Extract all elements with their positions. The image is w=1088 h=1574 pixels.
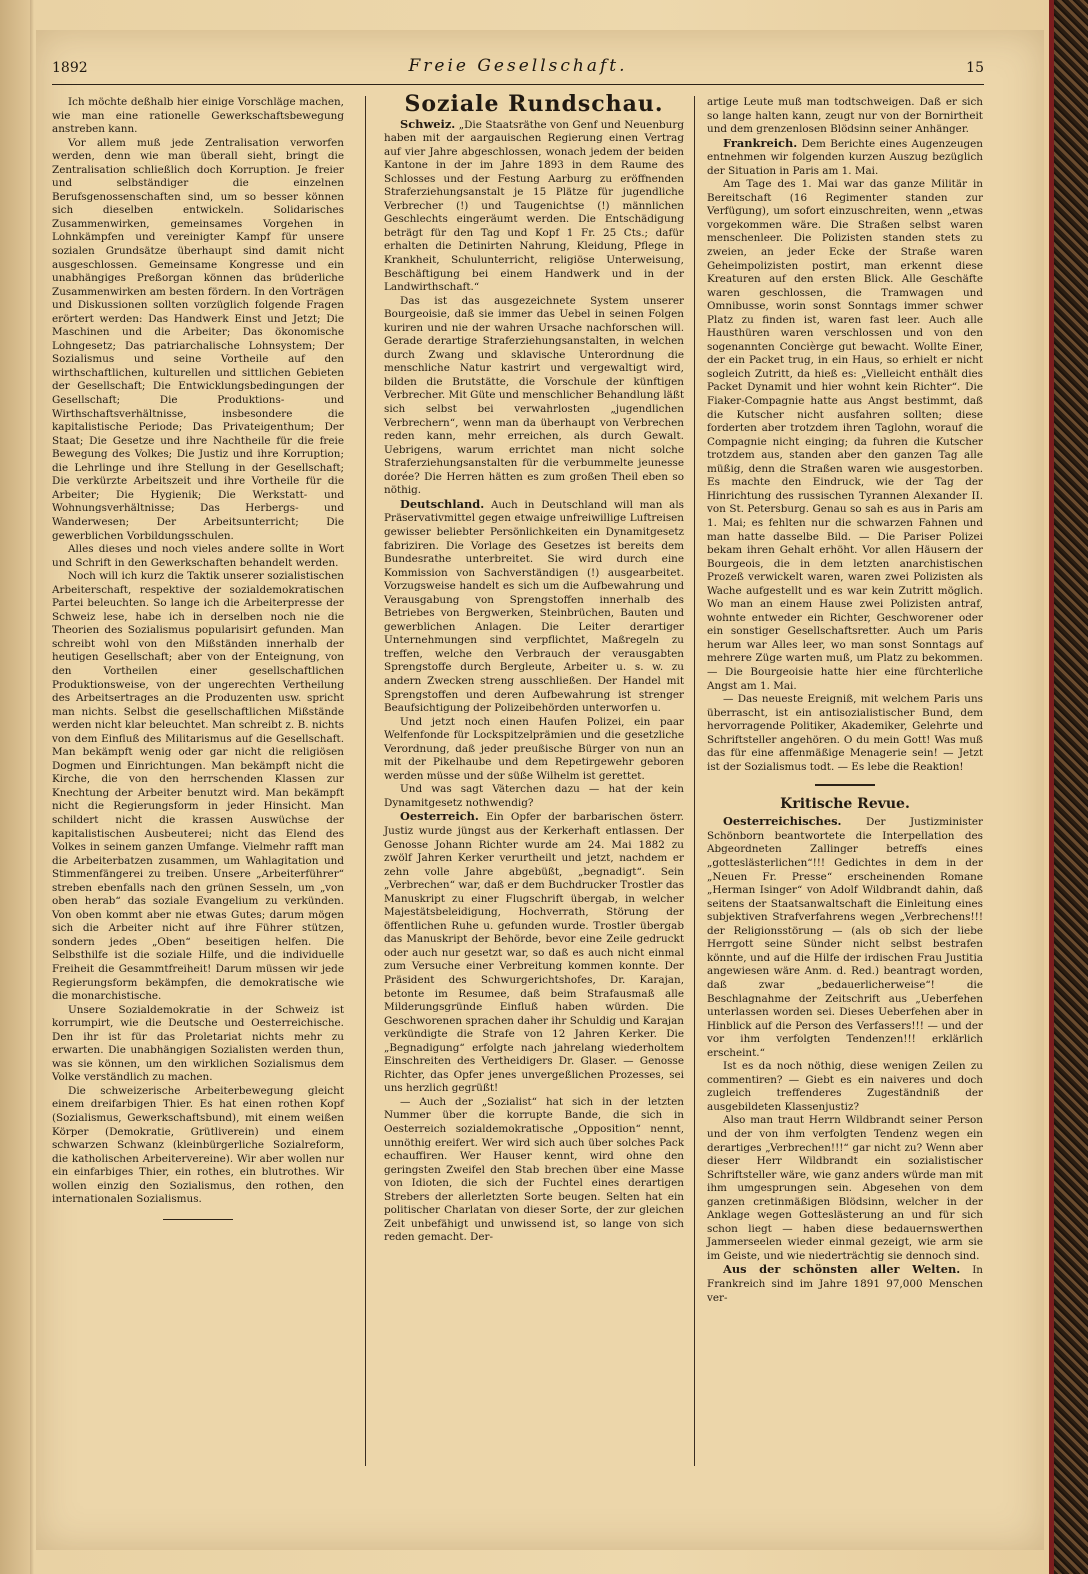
heading-oesterreich: Oesterreich. xyxy=(400,809,479,824)
article-schoensten-welten xyxy=(707,1263,983,1305)
paragraph: Am Tage des 1. Mai war das ganze Militär in Bereitschaft (16 Regimenter standen zur Verfügung), um sofort einzuschreiten, wenn „etwas vorgekommen wäre. Die Straßen selbst waren menschenleer. Die Polizisten standen stets zu zweien, an jeder Ecke der Straße waren Geheimpolizisten postirt, man erkennt diese Kreaturen auf den ersten Blick. Alle Geschäfte waren geschlossen, die Tramwagen und Omnibusse, worin sonst Sonntags immer schwer Platz zu finden ist, waren fast leer. Auch alle Hausthüren waren verschlossen und von den sogenannten Concièrge gut bewacht. Wollte Einer, der ein Packet trug, in ein Haus, so erhielt er nicht sogleich Zutritt, da hieß es: „Vielleicht enthält dies Packet Dynamit und hier wohnt kein Richter“. Die Fiaker-Compagnie hatte aus Angst bestimmt, daß die Kutscher nicht ausfahren sollten; diese forderten aber trotzdem ihren Taglohn, worauf die Compagnie nicht einging; da fuhren die Kutscher trotzdem aus, standen aber den ganzen Tag alle müßig, denn die Straßen waren wie ausgestorben. Es machte den Eindruck, wie der Tag der Hinrichtung des russischen Tyrannen Alexander II. von St. Petersburg. Genau so sah es aus in Paris am 1. Mai; es fehlten nur die schwarzen Fahnen und man hatte dasselbe Bild. — Die Pariser Polizei bekam ihren Gehalt erhöht. Vor allen Häusern der Bourgeois, die in dem letzten anarchistischen Prozeß verwickelt waren, waren zwei Polizisten als Wache aufgestellt und es war kein Zutritt möglich. Wo man an einem Hause zwei Polizisten antraf, wohnte entweder ein Richter, Geschworener oder ein sonstiger Gesellschaftsretter. Auch um Paris herum war Alles leer, wo man sonst Sonntags auf mehrere Züge warten muß, um Platz zu bekommen. — Die Bourgeoisie hatte hier eine fürchterliche Angst am 1. Mai. xyxy=(707,178,983,692)
book-cover-marbling xyxy=(1054,0,1088,1574)
section-title-kritische-revue: Kritische Revue. xyxy=(780,795,910,812)
paragraph: Vor allem muß jede Zentralisation verworfen werden, denn wie man überall sieht, bringt die Zentralisation schließlich doch Korruption. Je freier und selbständiger die einzelnen Berufsgenossenschaften sind, um so besser können sich dieselben entwickeln. Solidarisches Zusammenwirken, gemeinsames Vorgehen in Lohnkämpfen und vereinigter Kampf für unsere sozialen Grundsätze überhaupt sind damit nicht ausgeschlossen. Gemeinsame Kongresse und ein unabhängiges Preßorgan können das brüderliche Zusammenwirken am besten fördern. In den Vorträgen und Diskussionen sollten vorzüglich folgende Fragen erörtert werden: Das Handwerk Einst und Jetzt; Die Maschinen und die Arbeiter; Das ökonomische Lohngesetz; Das patriarchalische Lohnsystem; Der Sozialismus und seine Vortheile auf den wirthschaftlichen, kulturellen und sittlichen Gebieten der Gesellschaft; Die Entwicklungsbedingungen der Gesellschaft; Die Produktions- und Wirthschaftsverhältnisse, insbesondere die kapitalistische Periode; Das Privateigenthum; Der Staat; Die Gesetze und ihre Nachtheile für die freie Bewegung des Volkes; Die Justiz und ihre Korruption; die Lehrlinge und ihre Stellung in der Gesellschaft; Die verkürzte Arbeitszeit und ihre Vortheile für die Arbeiter; Die Hygienik; Die Werkstatt- und Wohnungsverhältnisse; Das Herbergs- und Wanderwesen; Der Arbeitsunterricht; Die gewerblichen Vorbildungsschulen. xyxy=(52,136,344,542)
heading-frankreich: Frankreich. xyxy=(723,135,798,150)
article-text: In Frankreich sind im Jahre 1891 97,000 Menschen ver- xyxy=(707,1264,983,1304)
header-year: 1892 xyxy=(52,60,88,76)
paragraph: Also man traut Herrn Wildbrandt seiner Person und der von ihm verfolgten Tendenz wegen ein derartiges „Verbrechen!!!“ gar nicht zu? Wenn aber dieser Herr Wildbrandt ein sozialistischer Schriftsteller wäre, wie ganz anders würde man mit ihm umgesprungen sein. Abgesehen von dem ganzen cretinmäßigen Blödsinn, welcher in der Anklage wegen Gotteslästerung an und für sich schon liegt — haben diese bedauernswerthen Jammerseelen wieder einmal gezeigt, wie arm sie im Geiste, und wie niederträchtig sie dennoch sind. xyxy=(707,1114,983,1262)
article-text: Dem Berichte eines Augenzeugen entnehmen wir folgenden kurzen Auszug bezüglich der Situation in Paris am 1. Mai. xyxy=(707,137,983,177)
article-text: Auch in Deutschland will man als Präservativmittel gegen etwaige unfreiwillige Luftreisen gewisser beliebter Persönlichkeiten ein Dynamitgesetz fabriziren. Die Vorlage des Gesetzes ist bereits dem Bundesrathe unterbreitet. Sie wird durch eine Kommission von Sachverständigen (!) ausgearbeitet. Vorzugsweise handelt es sich um die Aufbewahrung und Verausgabung von Sprengstoffen innerhalb des Betriebes von Bergwerken, Steinbrüchen, Bauten und gewerblichen Anlagen. Die Leiter derartiger Unternehmungen sind verpflichtet, Maßregeln zu treffen, welche den Verbrauch der verausgabten Sprengstoffe durch Bergleute, Arbeiter u. s. w. zu andern Zwecken streng ausschließen. Der Handel mit Sprengstoffen und deren Aufbewahrung ist strenger Beaufsichtigung der Polizeibehörden unterworfen u. xyxy=(384,498,684,715)
article-schweiz xyxy=(384,118,684,295)
section-title-soziale-rundschau: Soziale Rundschau. xyxy=(404,91,664,117)
paragraph: Die schweizerische Arbeiterbewegung gleicht einem dreifarbigen Thier. Es hat einen rothen Kopf (Sozialismus, Gewerkschaftsbund), mit einem weißen Körper (Demokratie, Grütliverein) und einem schwarzen Schwanz (kleinbürgerliche Sozialreform, die katholischen Arbeitervereine). Wir aber wollen nur ein einfarbiges Thier, ein rothes, ein blutrothes. Wir wollen einzig den Sozialismus, den rothen, den internationalen Sozialismus. xyxy=(52,1084,344,1206)
paragraph: — Auch der „Sozialist“ hat sich in der letzten Nummer über die korrupte Bande, die sich in Oesterreich sozialdemokratische „Opposition“ nennt, unnöthig ereifert. Wer wird sich auch über solches Pack echauffiren. Wer Hauser kennt, wird ohne den geringsten Zweifel den Stab brechen über eine Masse von Idioten, die sich der Fuchtel eines derartigen Strebers der allerletzten Sorte beugen. Selten hat ein politischer Charlatan von dieser Sorte, der zur gleichen Zeit unbefähigt und unwissend ist, so lange von sich reden gemacht. Der- xyxy=(384,1095,684,1244)
paragraph: artige Leute muß man todtschweigen. Daß er sich so lange halten kann, zeugt nur von der Bornirtheit und dem grenzenlosen Blödsinn seiner Anhänger. xyxy=(707,96,983,136)
page-header xyxy=(52,54,984,85)
article-text: „Die Staatsräthe von Genf und Neuenburg haben mit der aargauischen Regierung einen Vertrag auf vier Jahre abgeschlossen, wonach jedem der beiden Kantone in der im Jahre 1893 in dem Raume des Schlosses und der Festung Aarburg zu eröffnenden Straferziehungsanstalt je 15 Plätze für jugendliche Verbrecher (!) und Taugenichtse (!) männlichen Geschlechts eingeräumt werden. Die Entschädigung beträgt für den Tag und Kopf 1 Fr. 25 Cts.; dafür erhalten die Detinirten Nahrung, Kleidung, Pflege in Krankheit, Schulunterricht, religiöse Unterweisung, Beschäftigung bei einem Handwerk und in der Landwirthschaft.“ xyxy=(384,118,684,294)
column-3 xyxy=(707,96,983,1305)
article-frankreich xyxy=(707,137,983,179)
paragraph: Ich möchte deßhalb hier einige Vorschläge machen, wie man eine rationelle Gewerkschaftsbewegung anstreben kann. xyxy=(52,96,344,136)
journal-title: Freie Gesellschaft. xyxy=(408,56,628,76)
paragraph: Und was sagt Väterchen dazu — hat der kein Dynamitgesetz nothwendig? xyxy=(384,783,684,809)
paragraph: Ist es da noch nöthig, diese wenigen Zeilen zu commentiren? — Giebt es ein naiveres und doch zugleich treffenderes Zugeständniß der ausgebildeten Klassenjustiz? xyxy=(707,1060,983,1113)
end-rule xyxy=(163,1219,233,1220)
article-deutschland xyxy=(384,498,684,716)
heading-schweiz: Schweiz. xyxy=(400,116,456,131)
paragraph: Alles dieses und noch vieles andere sollte in Wort und Schrift in den Gewerkschaften behandelt werden. xyxy=(52,543,344,569)
end-rule xyxy=(815,784,875,786)
paragraph: — Das neueste Ereigniß, mit welchem Paris uns überrascht, ist ein antisozialistischer Bund, dem hervorragende Politiker, Akademiker, Gelehrte und Schriftsteller angehören. O du mein Gott! Was muß das für eine affenmäßige Menagerie sein! — Jetzt ist der Sozialismus todt. — Es lebe die Reaktion! xyxy=(707,693,983,773)
column-divider xyxy=(694,96,695,1466)
paragraph: Und jetzt noch einen Haufen Polizei, ein paar Welfenfonde für Lockspitzelprämien und die gesetzliche Verordnung, daß jeder preußische Bürger von nun an mit der Pikelhaube und dem Repetirgewehr geboren werden müsse und der süße Wilhelm ist gerettet. xyxy=(384,715,684,782)
column-divider xyxy=(365,96,366,1466)
page-number: 15 xyxy=(966,60,984,76)
article-oesterreichisches xyxy=(707,815,983,1060)
column-1 xyxy=(52,96,344,1232)
paragraph: Unsere Sozialdemokratie in der Schweiz ist korrumpirt, wie die Deutsche und Oesterreichische. Den ihr ist für das Proletariat nichts mehr zu erwarten. Die unabhängigen Sozialisten werden thun, was sie können, um den wirklichen Sozialismus dem Volke verständlich zu machen. xyxy=(52,1003,344,1084)
paragraph: Das ist das ausgezeichnete System unserer Bourgeoisie, daß sie immer das Uebel in seinen Folgen kuriren und nie der wahren Ursache nachforschen will. Gerade derartige Straferziehungsanstalten, in welchen durch Zwang und sklavische Unterordnung die menschliche Natur kastrirt und vergewaltigt wird, bilden die Brutstätte, die Vorschule der künftigen Verbrecher. Mit Güte und menschlicher Behandlung läßt sich selbst bei verwahrlosten „jugendlichen Verbrechern“, wenn man da überhaupt von Verbrechen reden kann, mehr erreichen, als durch Gewalt. Uebrigens, warum errichtet man nicht solche Straferziehungsanstalten für die verbummelte jeunesse dorée? Die Herren hätten es zum großen Theil eben so nöthig. xyxy=(384,294,684,497)
heading-deutschland: Deutschland. xyxy=(400,496,485,511)
heading-oesterreichisches: Oesterreichisches. xyxy=(723,814,842,829)
article-oesterreich xyxy=(384,810,684,1095)
article-text: Ein Opfer der barbarischen österr. Justiz wurde jüngst aus der Kerkerhaft entlassen. Der Genosse Johann Richter wurde am 24. Mai 1882 zu zwölf Jahren Kerker verurtheilt und jetzt, nachdem er zehn volle Jahre abgebüßt, „begnadigt“. Sein „Verbrechen“ war, daß er dem Buchdrucker Trostler das Manuskript zu einer Flugschrift übergab, in welcher Majestätsbeleidigung, Hochverrath, Störung der öffentlichen Ruhe u. gefunden wurde. Trostler übergab das Manuskript der Behörde, bevor eine Zeile gedruckt oder auch nur gesetzt war, so daß es auch nicht einmal zum Versuche einer Verbreitung kommen konnte. Der Präsident des Schwurgerichtshofes, Dr. Karajan, betonte im Resumee, daß beim Strafausmaß alle Milderungsgründe Einfluß haben würden. Die Geschworenen sprachen daher ihr Schuldig und Karajan verkündigte die Strafe von 12 Jahren Kerker. Die „Begnadigung“ erfolgte nach jahrelang wiederholtem Einschreiten des Vertheidigers Dr. Glaser. — Genosse Richter, das Opfer jenes unvergeßlichen Prozesses, sei uns herzlich gegrüßt! xyxy=(384,811,684,1095)
heading-schoensten-welten: Aus der schönsten aller Welten. xyxy=(723,1262,961,1277)
column-2 xyxy=(384,91,684,1245)
article-text: Der Justizminister Schönborn beantwortete die Interpellation des Abgeordneten Zallinger betreffs eines „gotteslästerlichen“!!! Gedichtes in dem in der „Neuen Fr. Presse“ erscheinenden Romane „Herman Isinger“ von Adolf Wildbrandt dahin, daß seitens der Staatsanwaltschaft die Einleitung eines subjektiven Strafverfahrens wegen „Verbrechens!!! der Religionsstörung — (als ob sich der liebe Herrgott seine Sünder nicht selbst bestrafen könnte, und auf die Hilfe der irdischen Frau Justitia angewiesen wäre Anm. d. Red.) beantragt worden, daß zwar „bedauerlicherweise“! die Beschlagnahme der Zeitschrift aus „Ueberfehen unterlassen worden sei. Dieses Ueberfehen aber in Hinblick auf die Person des Verfassers!!! — und der vor ihm verfolgten Tendenzen!!! erklärlich erscheint.“ xyxy=(707,816,983,1059)
facing-page-edge xyxy=(0,0,30,1574)
paragraph: Noch will ich kurz die Taktik unserer sozialistischen Arbeiterschaft, respektive der sozialdemokratischen Partei beleuchten. So lange ich die Arbeiterpresse der Schweiz lese, habe ich in derselben noch nie die Theorien des Sozialismus popularisirt gefunden. Man schreibt wohl von den Mißständen innerhalb der heutigen Gesellschaft; aber von der Enteignung, von den Vortheilen einer gesellschaftlichen Produktionsweise, von der ungerechten Vertheilung des Arbeitsertrages an die Produzenten usw. spricht man nichts. Selbst die gesellschaftlichen Mißstände werden nicht klar beleuchtet. Man schreibt z. B. nichts von dem Einfluß des Militarismus auf die Gesellschaft. Man bekämpft wenig oder gar nicht die religiösen Dogmen und Einrichtungen. Man bekämpft nicht die Kirche, die von den herrschenden Klassen zur Knechtung der Arbeiter benutzt wird. Man bekämpft nicht die Regierungsform in jeder Hinsicht. Man schildert nicht die krassen Auswüchse der kapitalistischen Ausbeuterei; nicht das Elend des Volkes in seinem ganzen Umfange. Vielmehr rafft man die Arbeiterbatzen zusammen, um Wahlagitation und Stimmenfängerei zu treiben. Unsere „Arbeiterführer“ streben ebenfalls nach den grünen Sesseln, um „von oben herab“ das soziale Evangelium zu verkünden. Von oben kommt aber nie etwas Gutes; darum mögen sich die Arbeiter nicht auf ihre Führer stützen, sondern jedes „Oben“ beseitigen helfen. Die Selbsthilfe ist die soziale Hilfe, und die individuelle Freiheit die Gesammtfreiheit! Darum müssen wir jede Regierungsform bekämpfen, die demokratische wie die monarchistische. xyxy=(52,570,344,1003)
